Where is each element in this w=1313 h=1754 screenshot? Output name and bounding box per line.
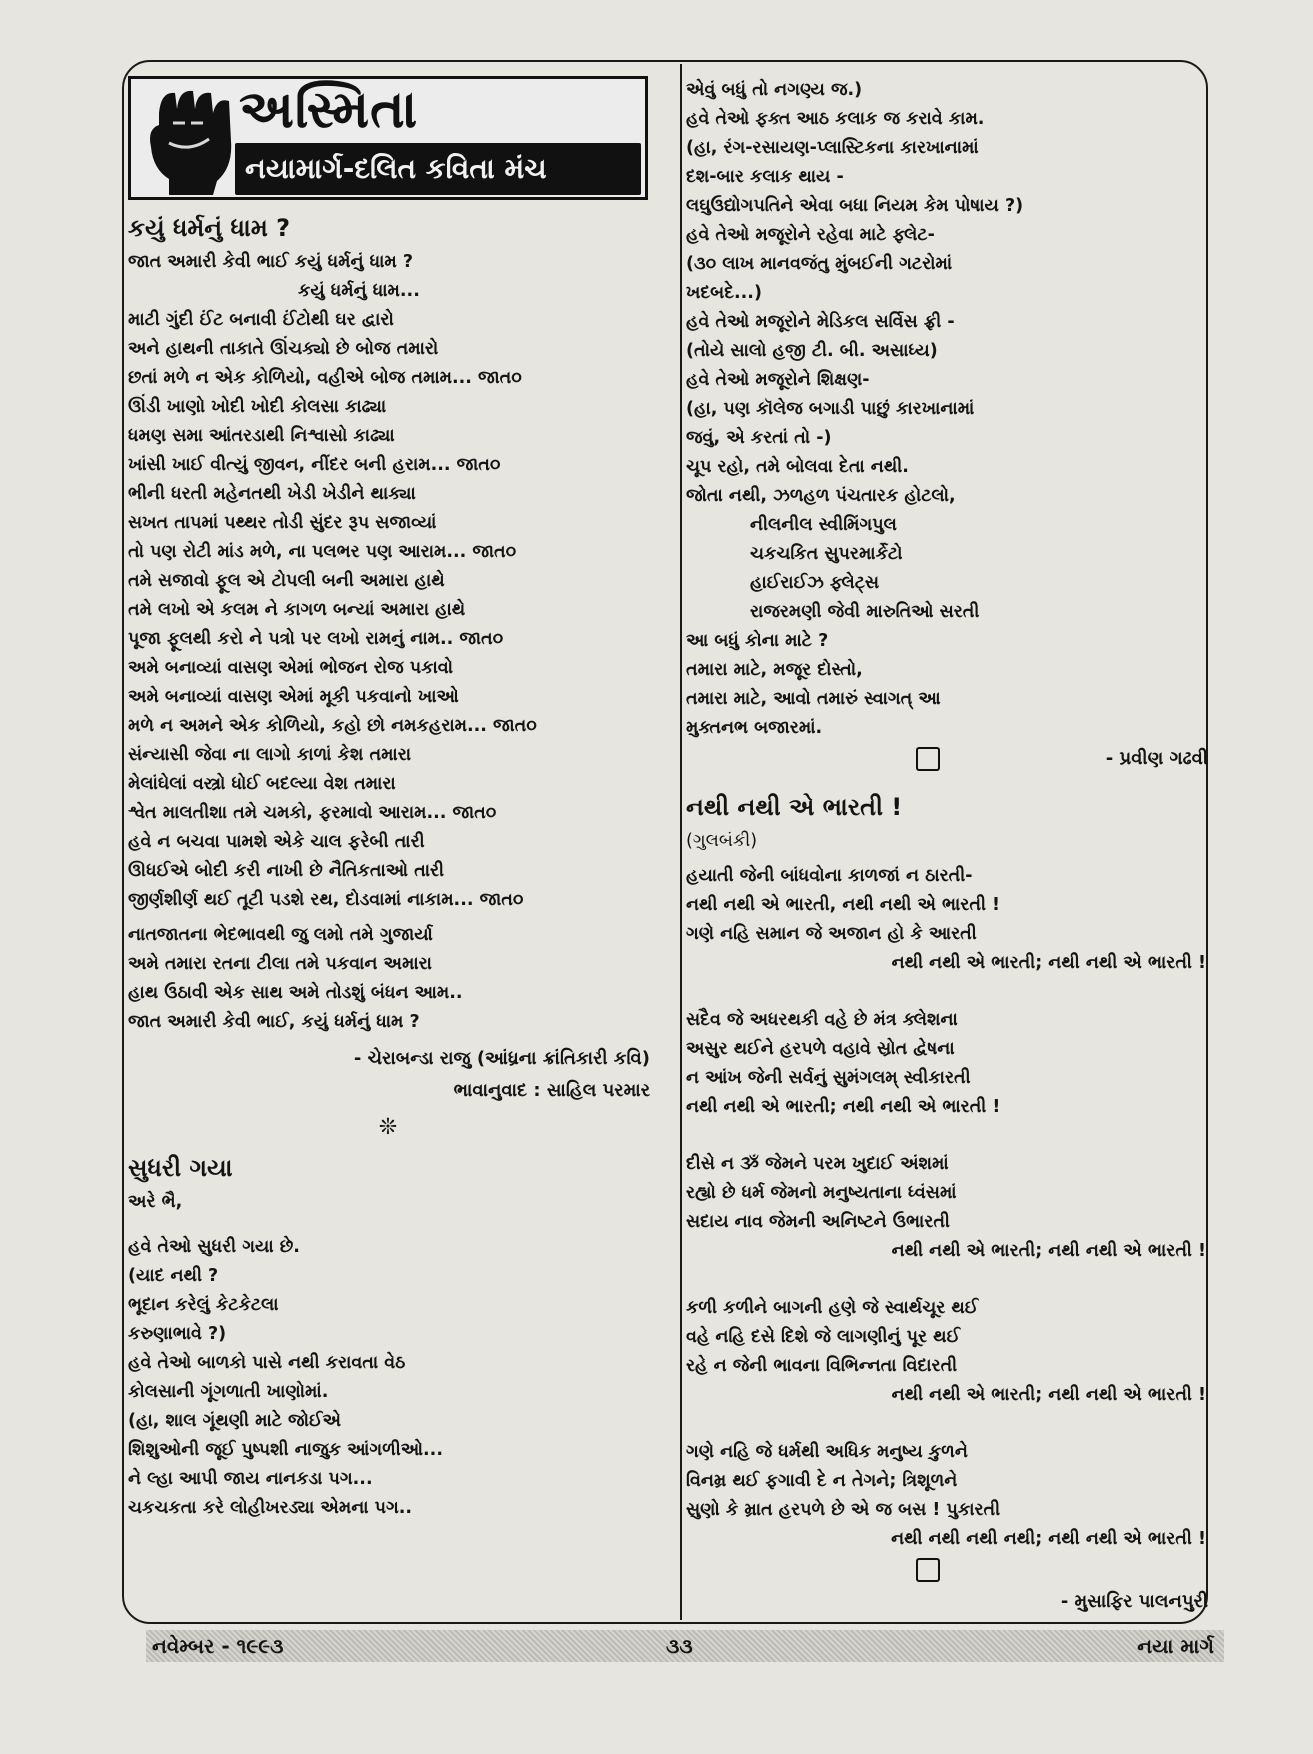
poem-line: સદાય નાવ જેમની અનિષ્ટને ઉભારતી: [686, 1212, 950, 1232]
refrain-line: નથી નથી એ ભારતી; નથી નથી એ ભારતી !: [891, 953, 1206, 973]
poem-line: માટી ગુંદી ઈંટ બનાવી ઈંટોથી ઘર દ્વારો: [128, 310, 394, 330]
poem3-form: (ગુલબંકી): [686, 831, 758, 851]
poem-line: સખત તાપમાં પથ્થર તોડી સુંદર રૂપ સજાવ્યાં: [128, 513, 437, 533]
final-refrain-line: નથી નથી નથી નથી; નથી નથી એ ભારતી !: [891, 1529, 1206, 1549]
poem-line: હવે તેઓ મજૂરોને મેડિકલ સર્વિસ ફ્રી -: [686, 312, 955, 332]
poem2-credit: - પ્રવીણ ગઢવી: [1105, 748, 1208, 769]
poem-line: તમે સજાવો ફૂલ એ ટોપલી બની અમારા હાથે: [128, 571, 445, 591]
poem-line: મુક્તનભ બજારમાં.: [686, 718, 823, 738]
poem-line: ગણે નહિ જે ધર્મથી અધિક મનુષ્ય કુળને: [686, 1442, 968, 1462]
poem-line: (હા, શાલ ગૂંથણી માટે જોઈએ: [128, 1411, 341, 1431]
poem-line: જાત અમારી કેવી ભાઈ કયું ધર્મનું ધામ ?: [128, 252, 413, 272]
poem-line: ધમણ સમા આંતરડાથી નિશ્વાસો કાઢ્યા: [128, 426, 395, 446]
poem-line: ગણે નહિ સમાન જે અજાન હો કે આરતી: [686, 924, 977, 944]
poem2-title: સુધરી ગયા: [128, 1154, 233, 1182]
poem-line: જોતા નથી, ઝળહળ પંચતારક હોટલો,: [686, 486, 956, 506]
poem-line: તમારા માટે, મજૂર દોસ્તો,: [686, 660, 863, 680]
poem-line: લઘુઉદ્યોગપતિને એવા બધા નિયમ કેમ પોષાય ?): [686, 196, 1024, 216]
end-square-icon: [916, 747, 940, 771]
poem-line: વહે નહિ દસે દિશે જે લાગણીનું પૂર થઈ: [686, 1327, 961, 1347]
poem-line: હવે તેઓ બાળકો પાસે નથી કરાવતા વેઠ: [128, 1353, 406, 1373]
poem-line: અમે તમારા રતના ટીલા તમે પકવાન અમારા: [128, 954, 432, 974]
column-divider: [680, 64, 682, 1620]
poem-line: તમારા માટે, આવો તમારું સ્વાગત્ આ: [686, 689, 941, 709]
poem-line: તો પણ રોટી માંડ મળે, ના પલભર પણ આરામ... જાત૦: [128, 542, 517, 562]
poem-line: હવે તેઓ મજૂરોને રહેવા માટે ફ્લેટ-: [686, 225, 935, 245]
poem-line: ને લ્હા આપી જાય નાનકડા પગ...: [128, 1469, 373, 1489]
poem-line: ભૂદાન કરેલું કેટકેટલા: [128, 1295, 279, 1315]
poem-line: જવું, એ કરતાં તો -): [686, 428, 832, 448]
poem-line: જીર્ણશીર્ણ થઈ તૂટી પડશે રથ, દોડવામાં નાકામ... જાત૦: [128, 890, 524, 910]
masthead-title: અસ્મિતા: [239, 79, 419, 140]
poem-line: નથી નથી એ ભારતી; નથી નથી એ ભારતી !: [686, 1097, 1001, 1117]
poem-line: ચૂપ રહો, તમે બોલવા દેતા નથી.: [686, 457, 909, 477]
poem-line: અમે બનાવ્યાં વાસણ એમાં મૂકી પકવાનો ખાઓ: [128, 687, 459, 707]
poem1-title: કયું ધર્મનું ધામ ?: [128, 214, 291, 242]
poem-line: મેલાંઘેલાં વસ્ત્રો ધોઈ બદલ્યા વેશ તમારા: [128, 774, 396, 794]
poem-line: હવે તેઓ સુધરી ગયા છે.: [128, 1237, 300, 1257]
masthead: [128, 76, 648, 200]
poem-line: અમે બનાવ્યાં વાસણ એમાં ભોજન રોજ પકાવો: [128, 658, 454, 678]
poem-line: અને હાથની તાકાતે ઊંચક્યો છે બોજ તમારો: [128, 339, 439, 359]
poem-line: મળે ન અમને એક કોળિયો, કહો છો નમકહરામ... જાત૦: [128, 716, 537, 736]
poem-line: હવે ન બચવા પામશે એકે ચાલ ફરેબી તારી: [128, 832, 425, 852]
poem3-credit: - મુસાફિર પાલનપુરી: [1060, 1591, 1208, 1612]
poem-line: ભીની ધરતી મહેનતથી ખેડી ખેડીને થાક્યા: [128, 484, 416, 504]
page-footer: [146, 1630, 1224, 1662]
poem-line: હાઈરાઈઝ ફ્લેટ્સ: [750, 573, 880, 593]
page-number: ૩૩: [666, 1634, 693, 1658]
poem1-credit: - ચેરાબન્ડા રાજુ (આંધ્રના ક્રાંતિકારી કવિ): [353, 1048, 650, 1069]
poem-line: ચકચકિત સુપરમાર્કેટો: [750, 544, 903, 564]
poem-line: કોલસાની ગૂંગળાતી ખાણોમાં.: [128, 1382, 329, 1402]
poem-line: કરુણાભાવે ?): [128, 1324, 227, 1344]
refrain-line: નથી નથી એ ભારતી; નથી નથી એ ભારતી !: [891, 1241, 1206, 1261]
section-separator-icon: ❊: [378, 1115, 398, 1140]
poem-line: હાથ ઉઠાવી એક સાથ અમે તોડશું બંધન આમ..: [128, 983, 463, 1003]
poem3-end: [686, 1554, 1226, 1586]
poem-line: રહ્યો છે ધર્મ જેમનો મનુષ્યતાના ધ્વંસમાં: [686, 1183, 957, 1203]
end-square-icon: [916, 1558, 940, 1582]
poem-line: ઊધઈએ બોદી કરી નાખી છે નૈતિકતાઓ તારી: [128, 861, 445, 881]
poem-line: ખદબદે...): [686, 283, 762, 303]
poem-line: રાજરમણી જેવી મારુતિઓ સરતી: [750, 602, 980, 622]
poem-line: હવે તેઓ મજૂરોને શિક્ષણ-: [686, 370, 870, 390]
poem-line: (યાદ નથી ?: [128, 1266, 219, 1286]
poem-line: અસુર થઈને હરપળે વહાવે સ્રોત દ્વેષના: [686, 1039, 955, 1059]
raised-fist-icon: [139, 83, 239, 195]
poem-line: તમે લખો એ કલમ ને કાગળ બન્યાં અમારા હાથે: [128, 600, 466, 620]
poem-line: રહે ન જેની ભાવના વિભિન્નતા વિદારતી: [686, 1356, 958, 1376]
poem-line: હયાતી જેની બાંધવોના કાળજાં ન ઠારતી-: [686, 866, 973, 886]
right-column: [686, 76, 1226, 1616]
poem-line: (હા, પણ કૉલેજ બગાડી પાછું કારખાનામાં: [686, 399, 975, 419]
poem-line: શિશુઓની જૂઈ પુષ્પશી નાજુક આંગળીઓ...: [128, 1440, 443, 1460]
poem-line: એવું બધું તો નગણ્ય જ.): [686, 80, 863, 100]
poem-line: કયું ધર્મનું ધામ...: [298, 281, 420, 301]
poem3-title: નથી નથી એ ભારતી !: [686, 793, 903, 821]
poem-line: પૂજા ફૂલથી કરો ને પત્રો પર લખો રામનું નામ.. જાત૦: [128, 629, 504, 649]
poem-line: નીલનીલ સ્વીમિંગપુલ: [750, 515, 897, 535]
poem-line: ન આંખ જેની સર્વનું સુમંગલમ્ સ્વીકારતી: [686, 1068, 971, 1088]
poem-line: છતાં મળે ન એક કોળિયો, વહીએ બોજ તમામ... જાત૦: [128, 368, 522, 388]
poem-line: (તોયે સાલો હજી ટી. બી. અસાધ્ય): [686, 341, 938, 361]
poem-line: દશ-બાર કલાક થાય -: [686, 167, 844, 187]
poem-line: (હા, રંગ-રસાયણ-પ્લાસ્ટિકના કારખાનામાં: [686, 138, 979, 158]
refrain-line: નથી નથી એ ભારતી; નથી નથી એ ભારતી !: [891, 1385, 1206, 1405]
poem-line: ખાંસી ખાઈ વીત્યું જીવન, નીંદર બની હરામ... જાત૦: [128, 455, 501, 475]
poem-line: હવે તેઓ ફક્ત આઠ કલાક જ કરાવે કામ.: [686, 109, 985, 129]
poem-line: આ બધું કોના માટે ?: [686, 631, 829, 651]
poem-line: ચકચકતા કરે લોહીખરડ્યા એમના પગ..: [128, 1498, 413, 1518]
poem-line: ઊંડી ખાણો ખોદી ખોદી કોલસા કાઢ્યા: [128, 397, 387, 417]
poem1-translator: ભાવાનુવાદ : સાહિલ પરમાર: [453, 1080, 650, 1101]
poem-line: સંન્યાસી જેવા ના લાગો કાળાં કેશ તમારા: [128, 745, 412, 765]
poem-line: વિનમ્ર થઈ ફગાવી દે ન તેગને; ત્રિશૂળને: [686, 1471, 958, 1491]
poem-line: નાતજાતના ભેદભાવથી જુ લમો તમે ગુજાર્યા: [128, 925, 433, 945]
footer-date: નવેમ્બર - ૧૯૯૩: [152, 1634, 284, 1658]
poem-line: કળી કળીને બાગની હણે જે સ્વાર્થચૂર થઈ: [686, 1298, 979, 1318]
poem-line: (૩૦ લાખ માનવજંતુ મુંબઈની ગટરોમાં: [686, 254, 953, 274]
masthead-subtitle: નયામાર્ગ-દલિત કવિતા મંચ: [235, 143, 641, 195]
poem-line: નથી નથી એ ભારતી, નથી નથી એ ભારતી !: [686, 895, 1001, 915]
poem-line: જાત અમારી કેવી ભાઈ, કયું ધર્મનું ધામ ?: [128, 1012, 420, 1032]
poem-line: સદૈવ જે અધરથકી વહે છે મંત્ર ક્લેશના: [686, 1010, 958, 1030]
poem-line: સુણો કે મ્રાત હરપળે છે એ જ બસ ! પુકારતી: [686, 1500, 1001, 1520]
poem-line: શ્વેત માલતીશા તમે ચમકો, ફરમાવો આરામ... જાત૦: [128, 803, 497, 823]
magazine-name: નયા માર્ગ: [1137, 1634, 1214, 1658]
poem2-end: [686, 743, 1226, 775]
poem-line: દીસે ન ૐ જેમને પરમ ખુદાઈ અંશમાં: [686, 1154, 949, 1174]
left-column: [128, 76, 668, 1616]
poem-line: અરે ભૈ,: [128, 1192, 183, 1212]
